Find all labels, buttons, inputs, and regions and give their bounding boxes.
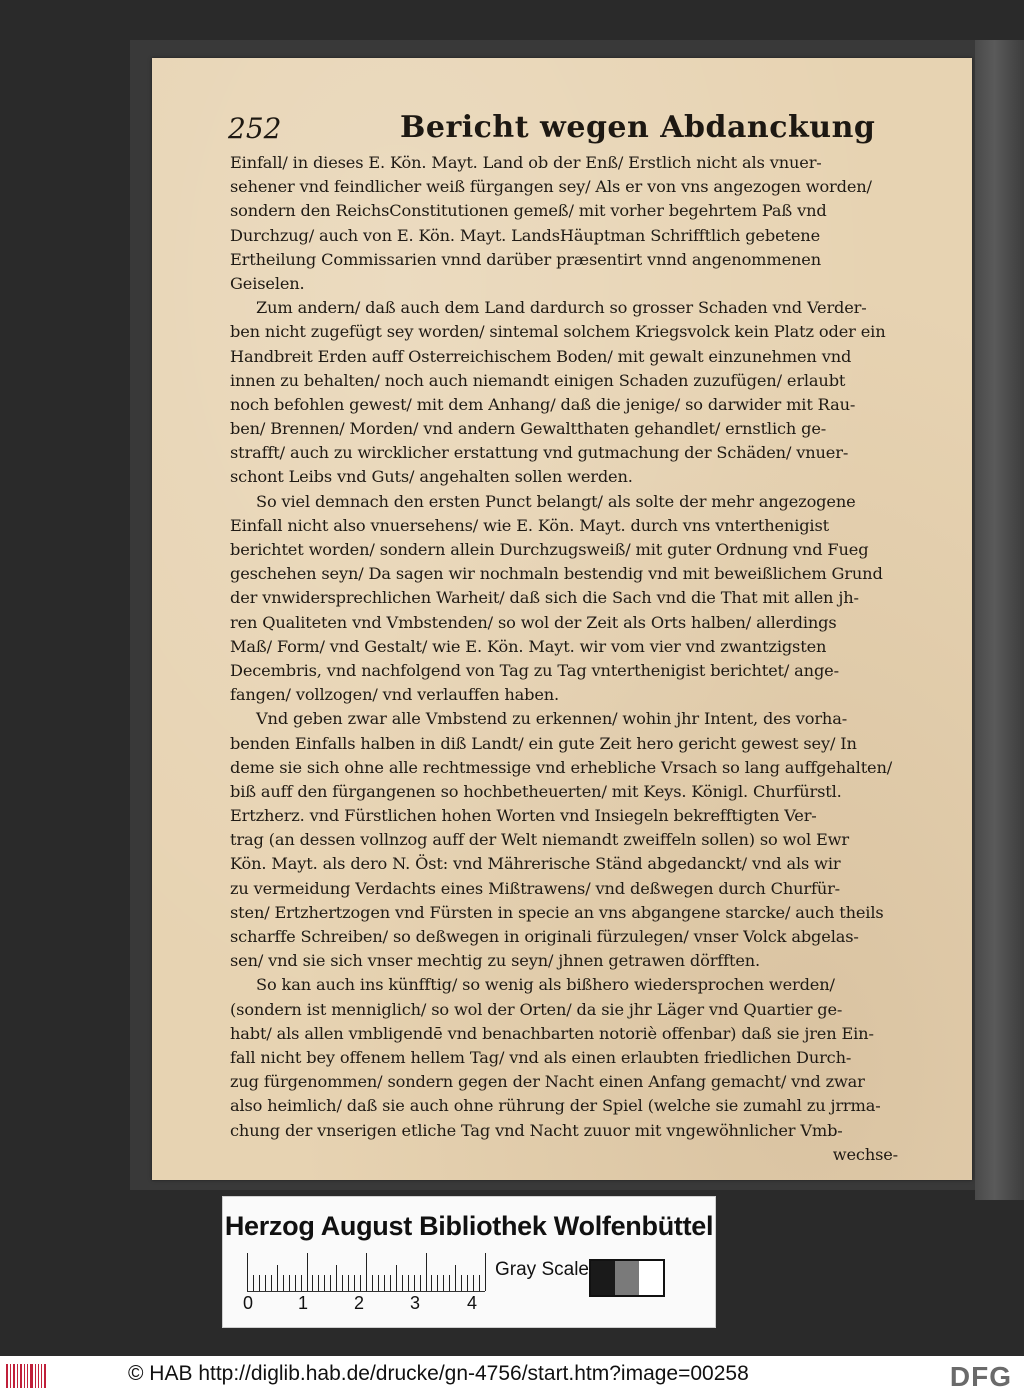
barcode-bar [17,1364,18,1388]
ruler-tick [312,1275,313,1291]
text-line: ben/ Brennen/ Morden/ vnd andern Gewaltthaten gehandlet/ ernstlich ge- [230,419,827,439]
ruler-tick [324,1275,325,1291]
text-line: noch befohlen gewest/ mit dem Anhang/ daß die jenige/ so darwider mit Rau- [230,394,856,414]
barcode-bar [20,1364,22,1388]
text-line: Einfall/ in dieses E. Kön. Mayt. Land ob der Enß/ Erstlich nicht als vnuer- [230,153,822,172]
barcode-bar [38,1364,40,1388]
text-line: sen/ vnd sie sich vnser mechtig zu seyn/ jhnen getrawen dörfften. [230,951,761,971]
measurement-ruler [247,1253,485,1292]
ruler-tick [342,1275,343,1291]
text-line: sondern den ReichsConstitutionen gemeß/ mit vorher begehrtem Paß vnd [230,201,827,221]
text-line: (sondern ist menniglich/ so wol der Orten/ da sie jhr Läger vnd Quartier ge- [230,999,843,1019]
ruler-tick [485,1253,486,1291]
ruler-tick [265,1275,266,1291]
ruler-label-2: 2 [354,1293,365,1313]
ruler-tick [390,1275,391,1291]
text-line: schont Leibs vnd Guts/ angehalten sollen werden. [230,467,633,487]
text-line: scharffe Schreiben/ so deßwegen in originali fürzulegen/ vnser Volck abgelas- [230,927,859,946]
ruler-tick [420,1275,421,1291]
text-line: Decembris, vnd nachfolgend von Tag zu Tag vnterthenigist berichtet/ ange- [230,660,839,680]
ruler-tick [461,1275,462,1291]
gray-swatch [615,1261,639,1295]
text-line: Handbreit Erden auff Osterreichischem Boden/ mit gewalt einzunehmen vnd [230,346,852,366]
text-line: zug fürgenommen/ sondern gegen der Nacht einen Anfang gemacht/ vnd zwar [230,1072,865,1092]
text-line: Vnd geben zwar alle Vmbstend zu erkennen/ wohin jhr Intent, des vorha- [256,709,848,729]
ruler-tick [437,1275,438,1291]
ruler-tick [253,1275,254,1291]
text-line: fangen/ vollzogen/ vnd verlauffen haben. [230,685,560,705]
text-line: berichtet worden/ sondern allein Durchzugsweiß/ mit guter Ordnung vnd Fueg [230,540,869,559]
book-spine-edge [975,40,1024,1200]
color-target-card [222,1196,716,1328]
text-line: Zum andern/ daß auch dem Land dardurch so grosser Schaden vnd Verder- [256,298,867,318]
ruler-tick [366,1253,367,1291]
ruler-tick [348,1275,349,1291]
ruler-tick [271,1275,272,1291]
text-line: also heimlich/ daß sie auch ohne rührung der Spiel (welche sie zumahl zu jrrma- [230,1096,881,1116]
library-name: Herzog August Bibliothek Wolfenbüttel [224,1211,714,1241]
text-line: zu vermeidung Verdachts eines Mißtrawens/ vnd deßwegen durch Churfür- [230,878,841,898]
ruler-tick [384,1275,385,1291]
text-line: Ertzherz. vnd Fürstlichen hohen Worten vnd Insiegeln bekrefftigten Ver- [230,806,817,826]
footer-bar [0,1356,1024,1396]
text-line: deme sie sich ohne alle rechtmessige vnd erhebliche Vrsach so lang auffgehalten/ [230,757,893,777]
ruler-tick [259,1275,260,1291]
text-line: So kan auch ins künfftig/ so wenig als bißhero wiedersprochen werden/ [256,975,835,995]
text-line: trag (an dessen vollnzog auff der Welt niemandt zweiffeln sollen) so wol Ewr [230,830,849,850]
text-line: Geiselen. [230,273,305,293]
text-line: innen zu behalten/ noch auch niemandt einigen Schaden zuzufügen/ erlaubt [230,370,846,390]
gray-swatch [591,1261,615,1295]
ruler-tick [301,1275,302,1291]
ruler-tick [360,1275,361,1291]
barcode-bar [35,1364,36,1388]
barcode-bar [6,1364,8,1388]
text-line: biß auff den fürgangenen so hochbetheuerten/ mit Keys. Königl. Churfürstl. [230,781,842,801]
ruler-tick [396,1265,397,1291]
text-line: der vnwidersprechlichen Warheit/ daß sich die Sach vnd die That mit allen jh- [230,588,859,608]
barcode-bar [24,1364,25,1388]
footer-credit-link[interactable]: © HAB http://diglib.hab.de/drucke/gn-4756/start.htm?image=00258 [128,1362,749,1385]
ruler-tick [431,1275,432,1291]
ruler-tick [277,1265,278,1291]
ruler-tick [372,1275,373,1291]
ruler-label-1: 1 [298,1293,309,1313]
ruler-tick [479,1275,480,1291]
page-number: 252 [228,112,282,145]
ruler-tick [247,1253,248,1291]
text-line: Kön. Mayt. als dero N. Öst: vnd Mährerische Ständ abgedanckt/ vnd als wir [230,854,841,874]
ruler-tick [336,1265,337,1291]
text-line: ben nicht zugefügt sey worden/ sintemal solchem Kriegsvolck kein Platz oder ein [230,322,886,342]
ruler-tick [307,1253,308,1291]
barcode-bar [27,1364,28,1388]
gray-swatch [639,1261,663,1295]
text-line: Einfall nicht also vnuersehens/ wie E. Kön. Mayt. durch vns vnterthenigist [230,515,829,535]
text-line: Durchzug/ auch von E. Kön. Mayt. LandsHäuptman Schrifftlich gebetene [230,225,820,245]
gray-scale-swatches [589,1259,665,1297]
ruler-tick [426,1253,427,1291]
dfg-logo: DFG [949,1361,1012,1392]
text-line: So viel demnach den ersten Punct belangt/ als solte der mehr angezogene [256,491,856,511]
ruler-tick [408,1275,409,1291]
ruler-tick [473,1275,474,1291]
barcode-bar [30,1364,33,1388]
page-body-text [230,151,898,1167]
ruler-tick [283,1275,284,1291]
barcode-bar [13,1364,16,1388]
ruler-tick [443,1275,444,1291]
ruler-tick [289,1275,290,1291]
barcode-bar [41,1364,42,1388]
running-title: Bericht wegen Abdanckung [400,110,876,145]
text-line: Maß/ Form/ vnd Gestalt/ wie E. Kön. Mayt. wir vom vier vnd zwantzigsten [230,636,827,656]
text-line: fall nicht bey offenem hellem Tag/ vnd als einen erlaubten friedlichen Durch- [230,1047,852,1067]
ruler-tick [449,1275,450,1291]
gray-scale-label: Gray Scale [495,1259,589,1280]
ruler-tick [402,1275,403,1291]
text-line: wechse- [832,1144,898,1164]
ruler-tick [467,1275,468,1291]
barcode-icon [6,1364,46,1388]
text-line: habt/ als allen vmbligendē vnd benachbarten notoriè offenbar) daß sie jren Ein- [230,1023,874,1043]
text-line: sehener vnd feindlicher weiß fürgangen sey/ Als er von vns angezogen worden/ [230,177,872,197]
text-line: Ertheilung Commissarien vnnd darüber præsentirt vnnd angenommenen [230,249,821,269]
ruler-tick [295,1275,296,1291]
barcode-bar [44,1364,46,1388]
ruler-label-3: 3 [410,1293,421,1313]
text-line: chung der vnserigen etliche Tag vnd Nacht zuuor mit vngewöhnlicher Vmb- [230,1120,843,1140]
text-line: benden Einfalls halben in diß Landt/ ein gute Zeit hero gericht gewest sey/ In [230,733,857,753]
ruler-tick [455,1265,456,1291]
text-line: strafft/ auch zu wircklicher erstattung vnd gutmachung der Schäden/ vnuer- [230,443,849,463]
ruler-tick [378,1275,379,1291]
text-line: ren Qualiteten vnd Vmbstenden/ so wol der Zeit als Orts halben/ allerdings [230,612,837,632]
text-line: sten/ Ertzhertzogen vnd Fürsten in specie an vns abgangene starcke/ auch theils [230,902,884,922]
ruler-tick [318,1275,319,1291]
running-header [228,108,888,152]
ruler-label-4: 4 [467,1293,478,1313]
ruler-tick [414,1275,415,1291]
ruler-tick [354,1275,355,1291]
barcode-bar [10,1364,11,1388]
ruler-tick [330,1275,331,1291]
ruler-label-0: 0 [243,1293,254,1313]
text-line: geschehen seyn/ Da sagen wir nochmaln bestendig vnd mit beweißlichem Grund [230,564,883,584]
